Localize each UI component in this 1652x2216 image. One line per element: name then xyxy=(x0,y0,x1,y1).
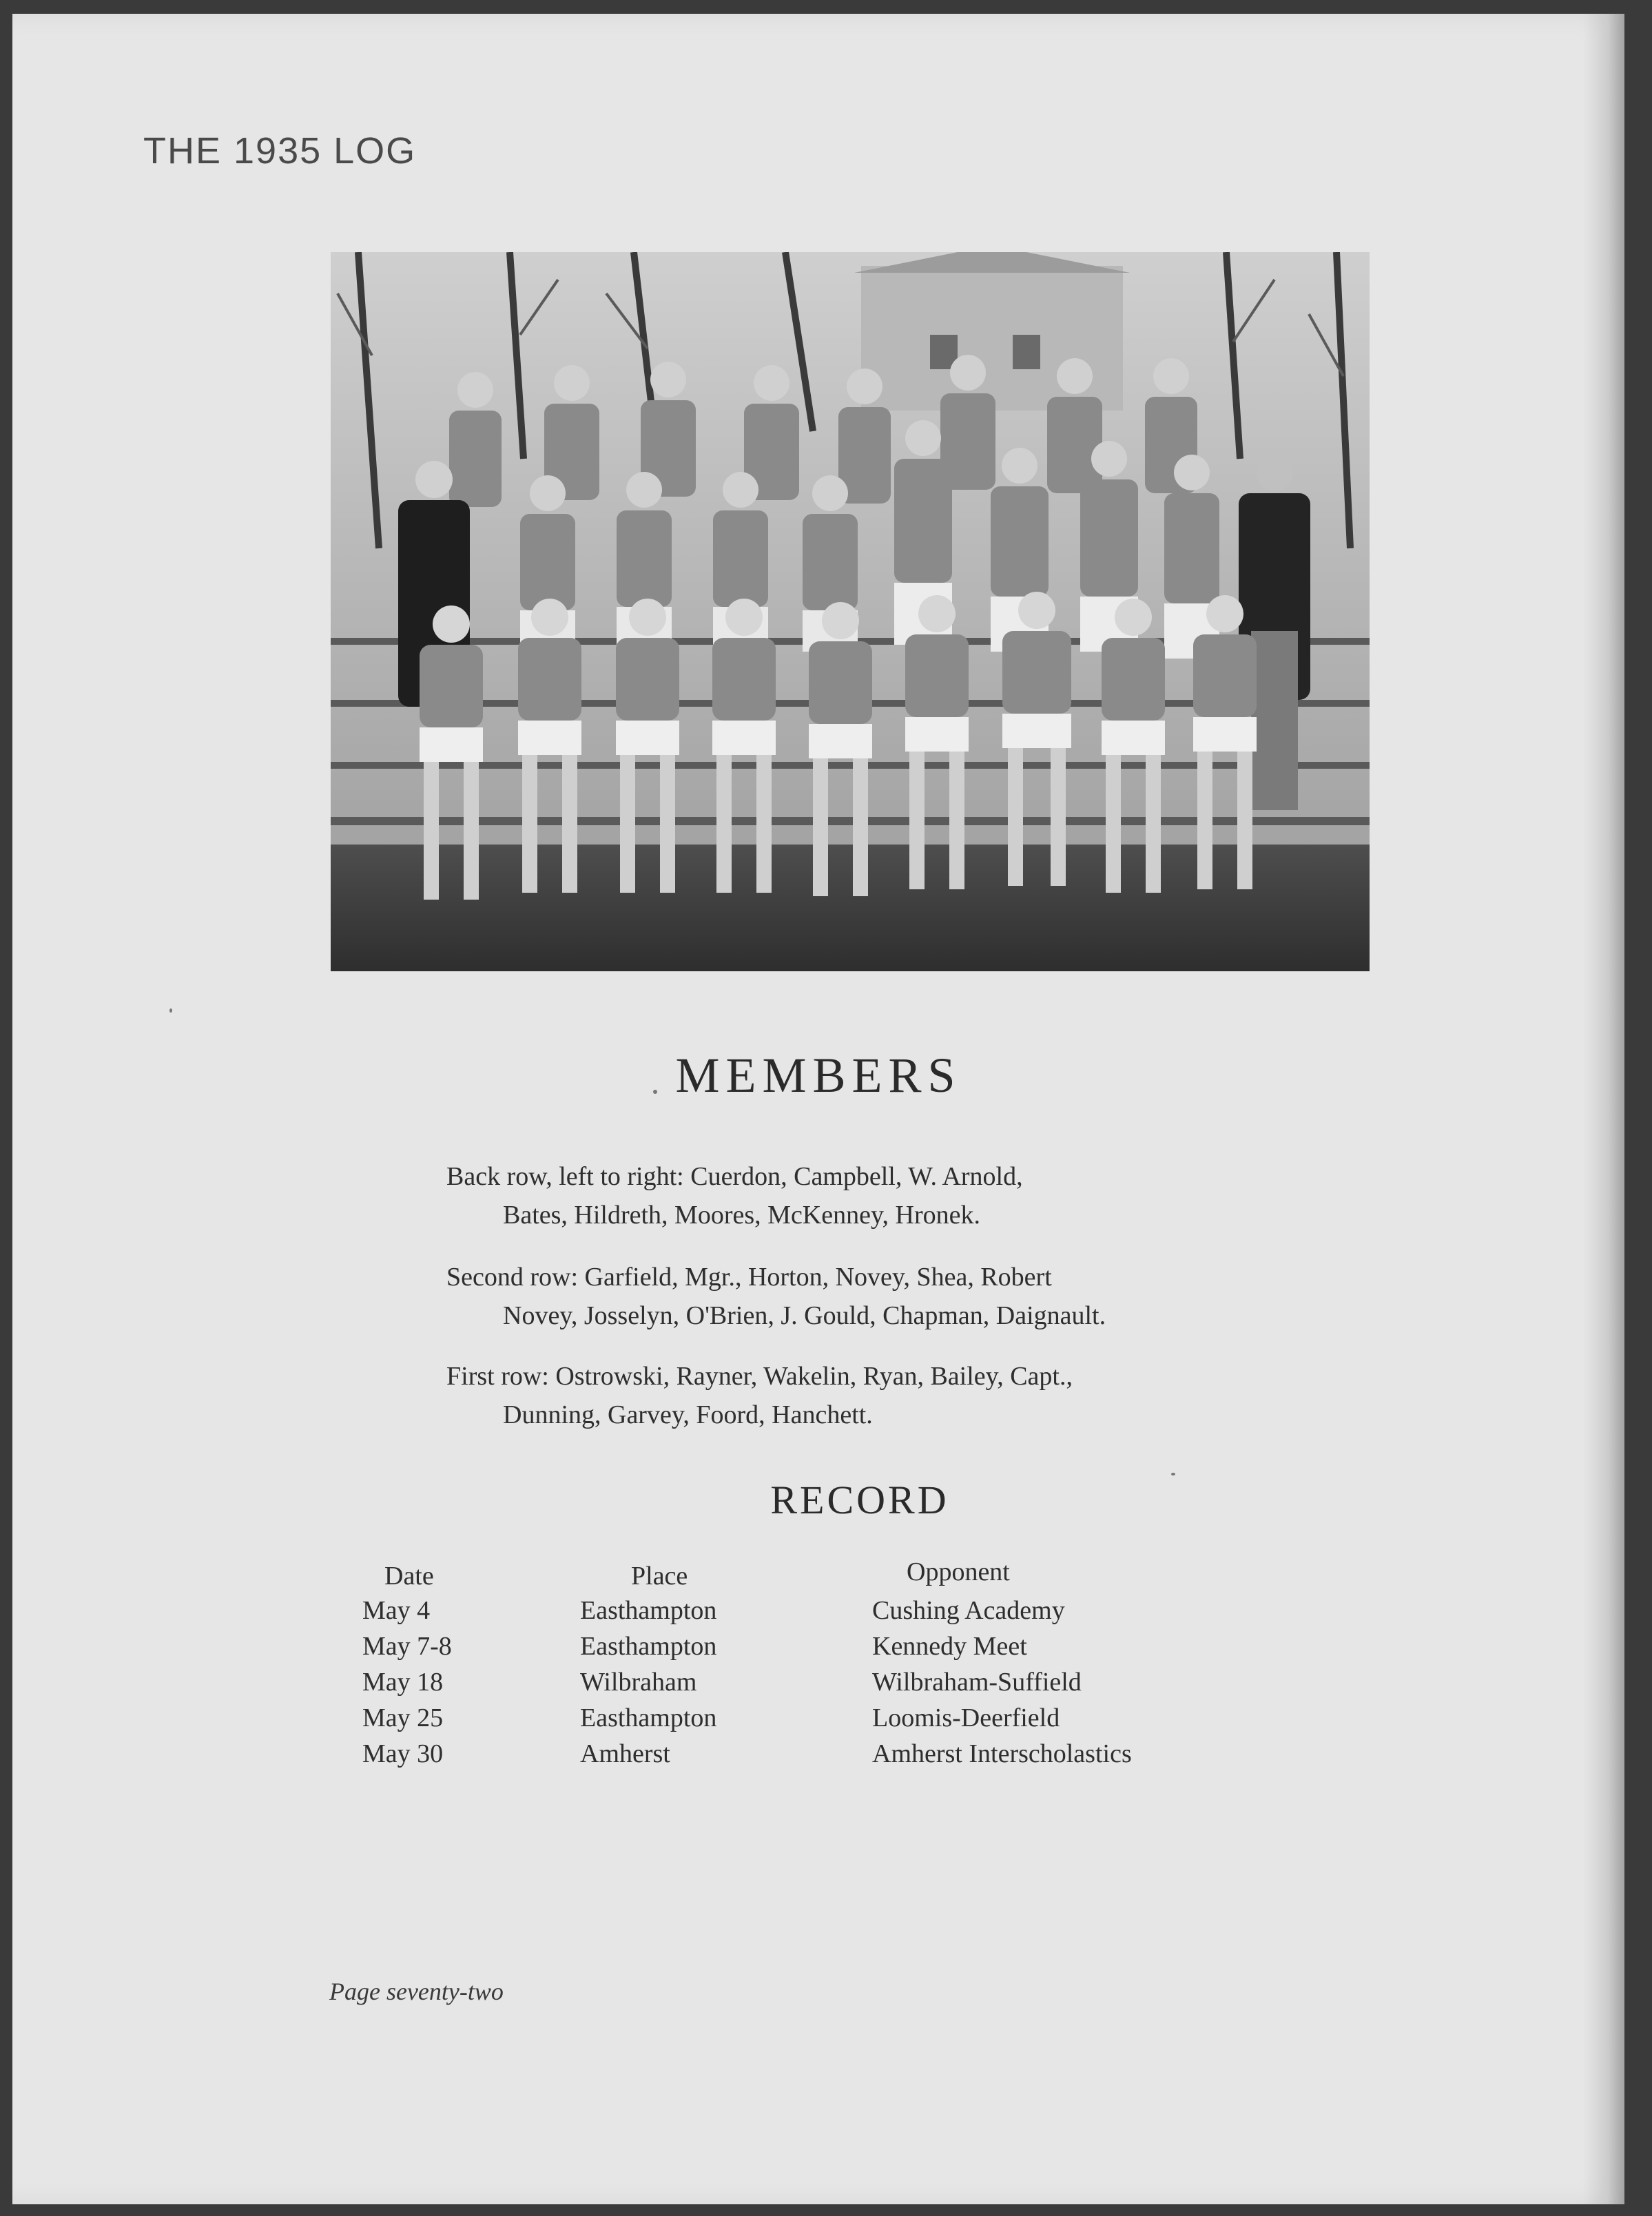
row-date: May 4 xyxy=(362,1596,431,1625)
row-opponent: Loomis-Deerfield xyxy=(872,1704,1060,1732)
row-opponent: Wilbraham-Suffield xyxy=(872,1668,1082,1697)
row-place: Easthampton xyxy=(580,1596,717,1625)
row-opponent: Cushing Academy xyxy=(872,1596,1065,1625)
row-date: May 30 xyxy=(362,1739,444,1768)
date-column-header: Date xyxy=(384,1562,434,1591)
table-row xyxy=(362,1703,1327,1739)
row-opponent: Kennedy Meet xyxy=(872,1632,1027,1661)
back-row-line-2: Bates, Hildreth, Moores, McKenney, Hronek. xyxy=(503,1201,980,1230)
back-row-caption xyxy=(446,1157,1273,1234)
first-row-caption xyxy=(446,1357,1273,1434)
first-row-line-2: Dunning, Garvey, Foord, Hanchett. xyxy=(503,1400,873,1429)
team-photo-icon xyxy=(331,252,1370,971)
place-column-header: Place xyxy=(631,1562,688,1591)
running-head: THE 1935 LOG xyxy=(143,130,417,172)
second-row-line-2: Novey, Josselyn, O'Brien, J. Gould, Chapman, Daignault. xyxy=(503,1301,1106,1330)
print-speck xyxy=(1171,1473,1175,1475)
print-speck xyxy=(169,1008,172,1013)
opponent-column-header: Opponent xyxy=(907,1557,1010,1586)
first-row-line-1: First row: Ostrowski, Rayner, Wakelin, Ryan, Bailey, Capt., xyxy=(446,1362,1073,1391)
team-photo xyxy=(331,252,1370,971)
row-opponent: Amherst Interscholastics xyxy=(872,1739,1132,1768)
yearbook-page xyxy=(12,14,1624,2204)
table-row xyxy=(362,1631,1327,1667)
page-number: Page seventy-two xyxy=(329,1978,504,2005)
row-date: May 18 xyxy=(362,1668,444,1697)
back-row-line-1: Back row, left to right: Cuerdon, Campbell, W. Arnold, xyxy=(446,1162,1023,1191)
page-edge-shadow xyxy=(1583,14,1624,2204)
record-table xyxy=(362,1595,1327,1774)
record-heading: RECORD xyxy=(770,1478,949,1522)
table-row xyxy=(362,1595,1327,1631)
second-row-line-1: Second row: Garfield, Mgr., Horton, Novey, Shea, Robert xyxy=(446,1263,1052,1292)
row-place: Wilbraham xyxy=(580,1668,697,1697)
row-place: Easthampton xyxy=(580,1704,717,1732)
row-date: May 25 xyxy=(362,1704,444,1732)
row-place: Easthampton xyxy=(580,1632,717,1661)
print-speck xyxy=(653,1090,657,1094)
row-date: May 7-8 xyxy=(362,1632,452,1661)
table-row xyxy=(362,1739,1327,1774)
table-row xyxy=(362,1667,1327,1703)
second-row-caption xyxy=(446,1258,1273,1335)
members-heading: MEMBERS xyxy=(675,1048,962,1103)
row-place: Amherst xyxy=(580,1739,670,1768)
